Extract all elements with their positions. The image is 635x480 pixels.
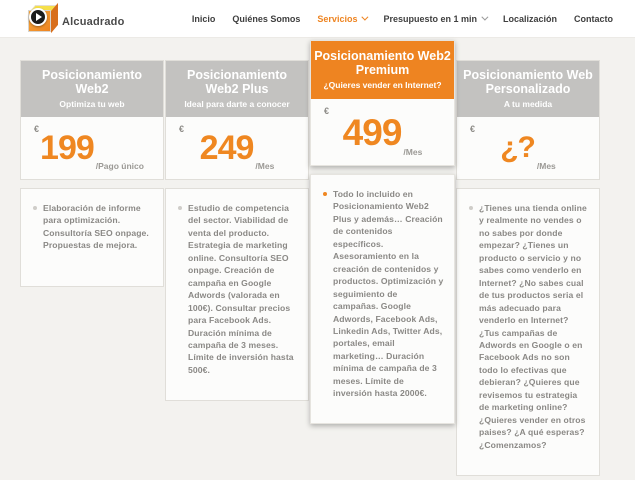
plan-price <box>311 99 454 165</box>
currency-symbol: € <box>324 106 330 116</box>
nav-label: Presupuesto en 1 min <box>383 13 477 24</box>
plan-web-personalizado <box>456 60 600 476</box>
bullet-icon <box>178 206 182 210</box>
plan-subtitle: ¿Quieres vender en Internet? <box>323 80 442 90</box>
plan-subtitle: Optimiza tu web <box>59 99 125 109</box>
feature-text: Elaboración de informe para optimización. Consultoría SEO onpage. Propuestas de mejora. <box>43 203 149 251</box>
brand-logo[interactable] <box>28 4 125 34</box>
plan-web2-premium <box>310 40 455 424</box>
nav-item-quienes-somos[interactable] <box>232 14 300 24</box>
nav-label: Contacto <box>574 13 613 24</box>
chevron-down-icon <box>362 14 369 21</box>
play-icon <box>29 8 47 26</box>
price-amount: 249 <box>199 129 254 167</box>
list-item <box>323 188 444 400</box>
plan-header <box>311 41 454 99</box>
nav-item-contacto[interactable] <box>574 14 613 24</box>
list-item <box>33 202 153 252</box>
price-period: /Mes <box>255 161 275 171</box>
brand-name: Alcuadrado <box>62 15 125 28</box>
plan-title: Posicionamiento Web2 <box>41 68 143 96</box>
plan-card-top <box>310 40 455 166</box>
nav-label: Localización <box>502 13 557 24</box>
price-amount: ¿? <box>500 131 535 164</box>
plan-title: Posicionamiento Web2 Premium <box>314 49 451 77</box>
list-item <box>178 202 298 376</box>
nav-item-localizacion[interactable] <box>503 14 557 24</box>
plan-card-top <box>20 60 164 180</box>
plan-price <box>166 117 308 179</box>
bullet-icon <box>469 206 473 210</box>
feature-text: Estudio de competencia del sector. Viabilidad de venta del producto. Estrategia de marketing online. Consultoría SEO onpage. Creación de campaña en Google Adwords (valorada en 100€). Consultar precios para Facebook Ads. Duración mínima de campaña de 3 meses. Límite de inversión hasta 500€. <box>188 203 294 375</box>
plan-feature-list <box>20 188 164 287</box>
price-period: /Mes <box>536 161 556 171</box>
price-amount: 199 <box>40 129 94 167</box>
currency-symbol: € <box>179 124 185 134</box>
plan-header <box>166 61 308 117</box>
pricing-table <box>0 38 635 476</box>
plan-web2-plus <box>165 60 309 401</box>
feature-text: ¿Tienes una tienda online y realmente no vendes o no sabes por donde empezar? ¿Tienes un producto o servicio y no sabes como venderlo en Internet? ¿No sabes cual de tus productos seria el más adecuado para venderlo en Internet? ¿Tus campañas de Adwords en Google o en Facebook Ads no son todo lo efectivas que debieran? ¿Quieres que revisemos tu estrategia de marketing online? ¿Quieres vender en otros paises? ¿A qué esperas? ¿Comenzamos? <box>479 203 587 450</box>
nav-item-inicio[interactable] <box>192 14 216 24</box>
top-navigation-bar <box>0 0 635 38</box>
cube-play-logo-icon <box>28 4 58 32</box>
chevron-down-icon <box>481 14 488 21</box>
list-item <box>469 202 589 451</box>
plan-web2 <box>20 60 164 287</box>
plan-subtitle: A tu medida <box>503 99 553 109</box>
plan-header <box>457 61 599 117</box>
plan-feature-list <box>310 174 455 424</box>
feature-text: Todo lo incluido en Posicionamiento Web2 Plus y además… Creación de contenidos específicos. Asesoramiento en la creación de contenidos y productos. Optimización y seguimiento de campañas. Google Adwords, Facebook Ads, Linkedin Ads, Twitter Ads, portales, email marketing… Duración mínima de campaña de 3 meses. Límite de inversión hasta 2000€. <box>333 189 444 399</box>
price-period: /Mes <box>403 147 423 157</box>
nav-item-presupuesto[interactable] <box>383 14 486 24</box>
nav-label: Quiénes Somos <box>232 13 301 24</box>
plan-price <box>21 117 163 179</box>
bullet-icon <box>323 192 327 196</box>
plan-feature-list <box>456 188 600 476</box>
bullet-icon <box>33 206 37 210</box>
nav-item-servicios[interactable] <box>317 14 366 24</box>
plan-feature-list <box>165 188 309 401</box>
plan-title: Posicionamiento Web2 Plus <box>186 68 288 96</box>
plan-card-top <box>165 60 309 180</box>
price-period: /Pago único <box>95 161 144 171</box>
currency-symbol: € <box>470 124 476 134</box>
plan-title: Posicionamiento Web Personalizado <box>463 68 593 96</box>
nav-label: Inicio <box>191 13 216 24</box>
plan-header <box>21 61 163 117</box>
plan-card-top <box>456 60 600 180</box>
currency-symbol: € <box>34 124 40 134</box>
plan-subtitle: Ideal para darte a conocer <box>184 99 290 109</box>
plan-price <box>457 117 599 179</box>
nav-label: Servicios <box>317 13 358 24</box>
price-amount: 499 <box>342 111 402 153</box>
main-nav <box>192 14 613 24</box>
